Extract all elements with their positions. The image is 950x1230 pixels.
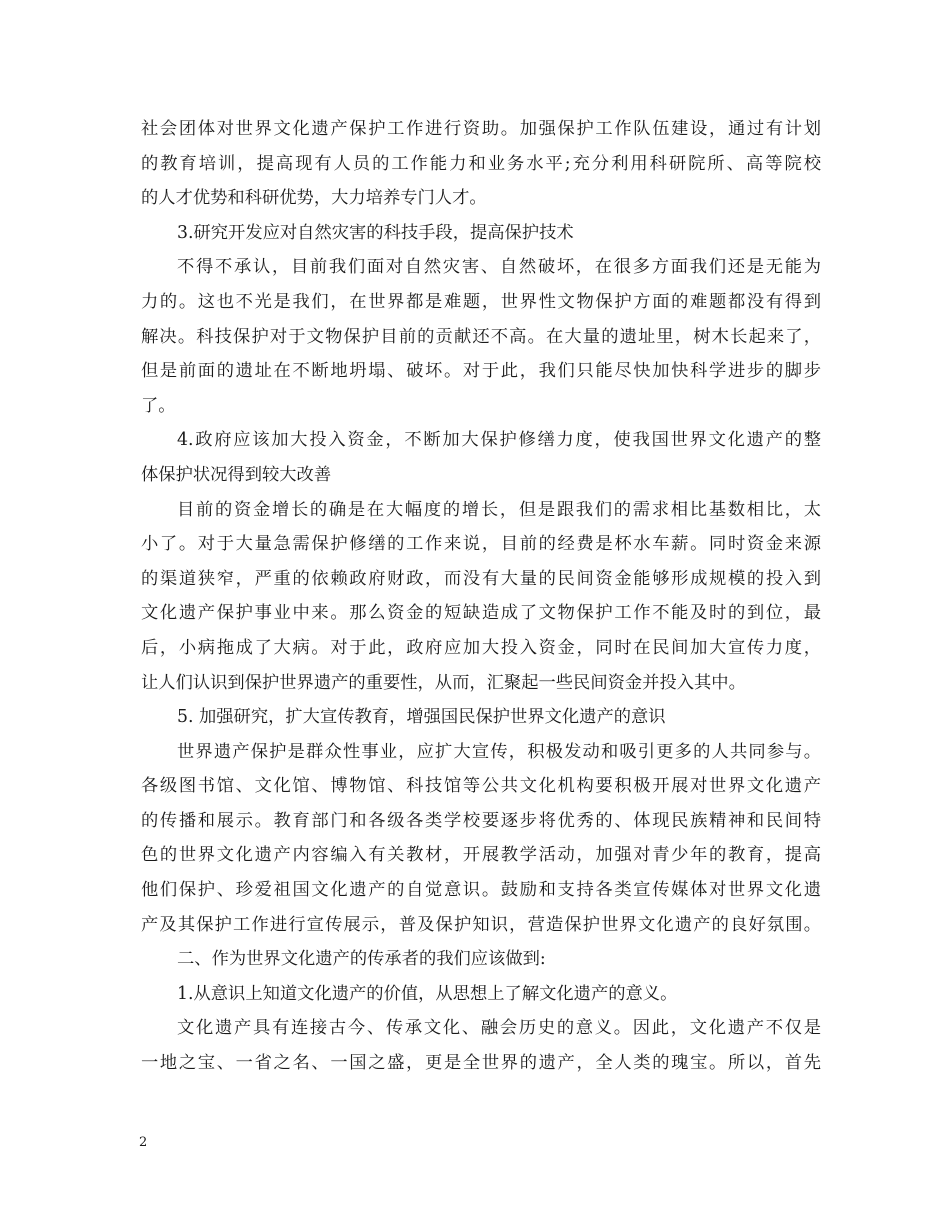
text-line: 的教育培训，提高现有人员的工作能力和业务水平;充分利用科研院所、高等院校 — [141, 153, 821, 174]
text-line: 但是前面的遗址在不断地坍塌、破坏。对于此，我们只能尽快加快科学进步的脚步 — [141, 361, 821, 382]
section-heading-continued: 体保护状况得到较大改善 — [141, 464, 332, 485]
text-line: 的传播和展示。教育部门和各级各类学校要逐步将优秀的、体现民族精神和民间特 — [141, 810, 821, 831]
section-heading: 4.政府应该加大投入资金，不断加大保护修缮力度，使我国世界文化遗产的整 — [177, 430, 821, 451]
text-line: 解决。科技保护对于文物保护目前的贡献还不高。在大量的遗址里，树木长起来了， — [141, 326, 821, 347]
text-line: 文化遗产具有连接古今、传承文化、融会历史的意义。因此，文化遗产不仅是 — [177, 1018, 821, 1039]
section-heading: 3.研究开发应对自然灾害的科技手段，提高保护技术 — [177, 222, 574, 243]
text-line: 了。 — [141, 395, 176, 416]
text-line: 他们保护、珍爱祖国文化遗产的自觉意识。鼓励和支持各类宣传媒体对世界文化遗 — [141, 880, 821, 901]
text-line: 的渠道狭窄，严重的依赖政府财政，而没有大量的民间资金能够形成规模的投入到 — [141, 568, 821, 589]
text-line: 色的世界文化遗产内容编入有关教材，开展教学活动，加强对青少年的教育，提高 — [141, 845, 821, 866]
text-line: 各级图书馆、文化馆、博物馆、科技馆等公共文化机构要积极开展对世界文化遗产 — [141, 776, 821, 797]
text-line: 力的。这也不光是我们，在世界都是难题，世界性文物保护方面的难题都没有得到 — [141, 291, 821, 312]
text-line: 的人才优势和科研优势，大力培养专门人才。 — [141, 188, 487, 209]
section-heading: 5. 加强研究，扩大宣传教育，增强国民保护世界文化遗产的意识 — [177, 707, 666, 728]
text-line: 世界遗产保护是群众性事业，应扩大宣传，积极发动和吸引更多的人共同参与。 — [177, 741, 821, 762]
page-number: 2 — [139, 1135, 148, 1150]
text-line: 不得不承认，目前我们面对自然灾害、自然破坏，在很多方面我们还是无能为 — [177, 257, 821, 278]
text-line: 文化遗产保护事业中来。那么资金的短缺造成了文物保护工作不能及时的到位，最 — [141, 603, 821, 624]
section-heading: 1.从意识上知道文化遗产的价值，从思想上了解文化遗产的意义。 — [177, 983, 678, 1004]
text-line: 目前的资金增长的确是在大幅度的增长，但是跟我们的需求相比基数相比，太 — [177, 499, 821, 520]
text-line: 社会团体对世界文化遗产保护工作进行资助。加强保护工作队伍建设，通过有计划 — [141, 119, 821, 139]
text-line: 后，小病拖成了大病。对于此，政府应加大投入资金，同时在民间加大宣传力度， — [141, 637, 821, 658]
text-line: 产及其保护工作进行宣传展示，普及保护知识，营造保护世界文化遗产的良好氛围。 — [141, 914, 821, 935]
section-heading: 二、作为世界文化遗产的传承者的我们应该做到: — [177, 949, 546, 970]
document-body — [141, 112, 821, 1081]
text-line: 让人们认识到保护世界遗产的重要性，从而，汇聚起一些民间资金并投入其中。 — [141, 672, 746, 693]
text-line: 一地之宝、一省之名、一国之盛，更是全世界的遗产，全人类的瑰宝。所以，首先 — [141, 1053, 821, 1074]
text-line: 小了。对于大量急需保护修缮的工作来说，目前的经费是杯水车薪。同时资金来源 — [141, 534, 821, 555]
